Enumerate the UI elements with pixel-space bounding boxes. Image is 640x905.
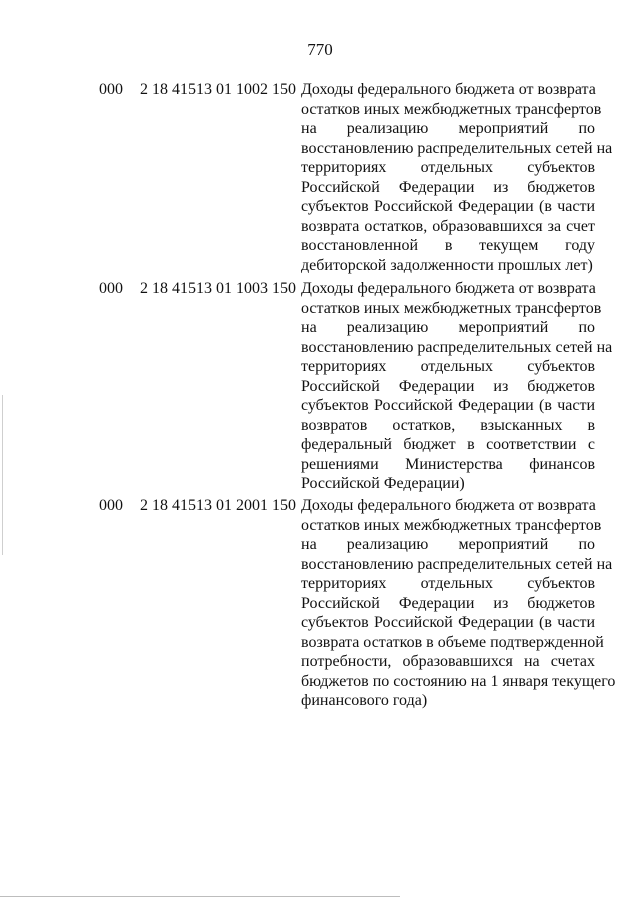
scan-edge-mark — [2, 395, 3, 555]
description-line: на реализацию мероприятий по — [301, 120, 595, 137]
description-line: Доходы федерального бюджета от возврата — [301, 497, 596, 514]
page-number: 770 — [307, 40, 333, 59]
description-line: территориях отдельных субъектов — [301, 358, 595, 375]
description-line: возвратов остатков, взысканных в — [301, 416, 595, 434]
description-line: потребности, образовавшихся на счетах — [301, 653, 595, 670]
classification-code: 2 18 41513 01 1003 150 — [140, 280, 296, 297]
description-line: возврата остатков в объеме подтвержденной — [301, 633, 604, 651]
description-line: территориях отдельных субъектов — [301, 159, 595, 176]
admin-code: 000 — [99, 81, 123, 98]
entry-description — [301, 80, 613, 275]
description-line: бюджетов по состоянию на 1 января текущего — [301, 672, 616, 690]
description-line: Российской Федерации из бюджетов — [301, 178, 595, 196]
description-line: Российской Федерации из бюджетов — [301, 594, 595, 612]
entry-description — [301, 496, 616, 711]
description-line: субъектов Российской Федерации (в части — [301, 397, 595, 414]
description-line: субъектов Российской Федерации (в части — [301, 198, 595, 215]
description-line: Доходы федерального бюджета от возврата — [301, 280, 596, 297]
description-line: решениями Министерства финансов — [301, 455, 595, 473]
description-line: финансового года) — [301, 692, 428, 709]
description-line: Российской Федерации из бюджетов — [301, 377, 595, 395]
description-line: восстановлению распределительных сетей на — [301, 338, 613, 356]
admin-code: 000 — [99, 497, 123, 514]
description-line: восстановлению распределительных сетей на — [301, 139, 613, 157]
description-line: остатков иных межбюджетных трансфертов — [301, 100, 602, 118]
description-line: восстановленной в текущем году — [301, 237, 595, 254]
description-line: территориях отдельных субъектов — [301, 575, 595, 592]
description-line: остатков иных межбюджетных трансфертов — [301, 516, 602, 534]
description-line: субъектов Российской Федерации (в части — [301, 614, 595, 631]
description-line: дебиторской задолженности прошлых лет) — [301, 256, 593, 274]
entry-description — [301, 279, 613, 494]
bottom-scan-rule — [0, 896, 400, 897]
classification-code: 2 18 41513 01 1002 150 — [140, 81, 296, 98]
description-line: федеральный бюджет в соответствии с — [301, 436, 595, 453]
description-line: остатков иных межбюджетных трансфертов — [301, 299, 602, 317]
description-line: Российской Федерации) — [301, 475, 465, 492]
description-line: на реализацию мероприятий по — [301, 536, 595, 553]
description-line: на реализацию мероприятий по — [301, 319, 595, 336]
description-line: Доходы федерального бюджета от возврата — [301, 81, 596, 98]
description-line: возврата остатков, образовавшихся за счет — [301, 217, 595, 235]
admin-code: 000 — [99, 280, 123, 297]
description-line: восстановлению распределительных сетей на — [301, 555, 613, 573]
classification-code: 2 18 41513 01 2001 150 — [140, 497, 296, 514]
